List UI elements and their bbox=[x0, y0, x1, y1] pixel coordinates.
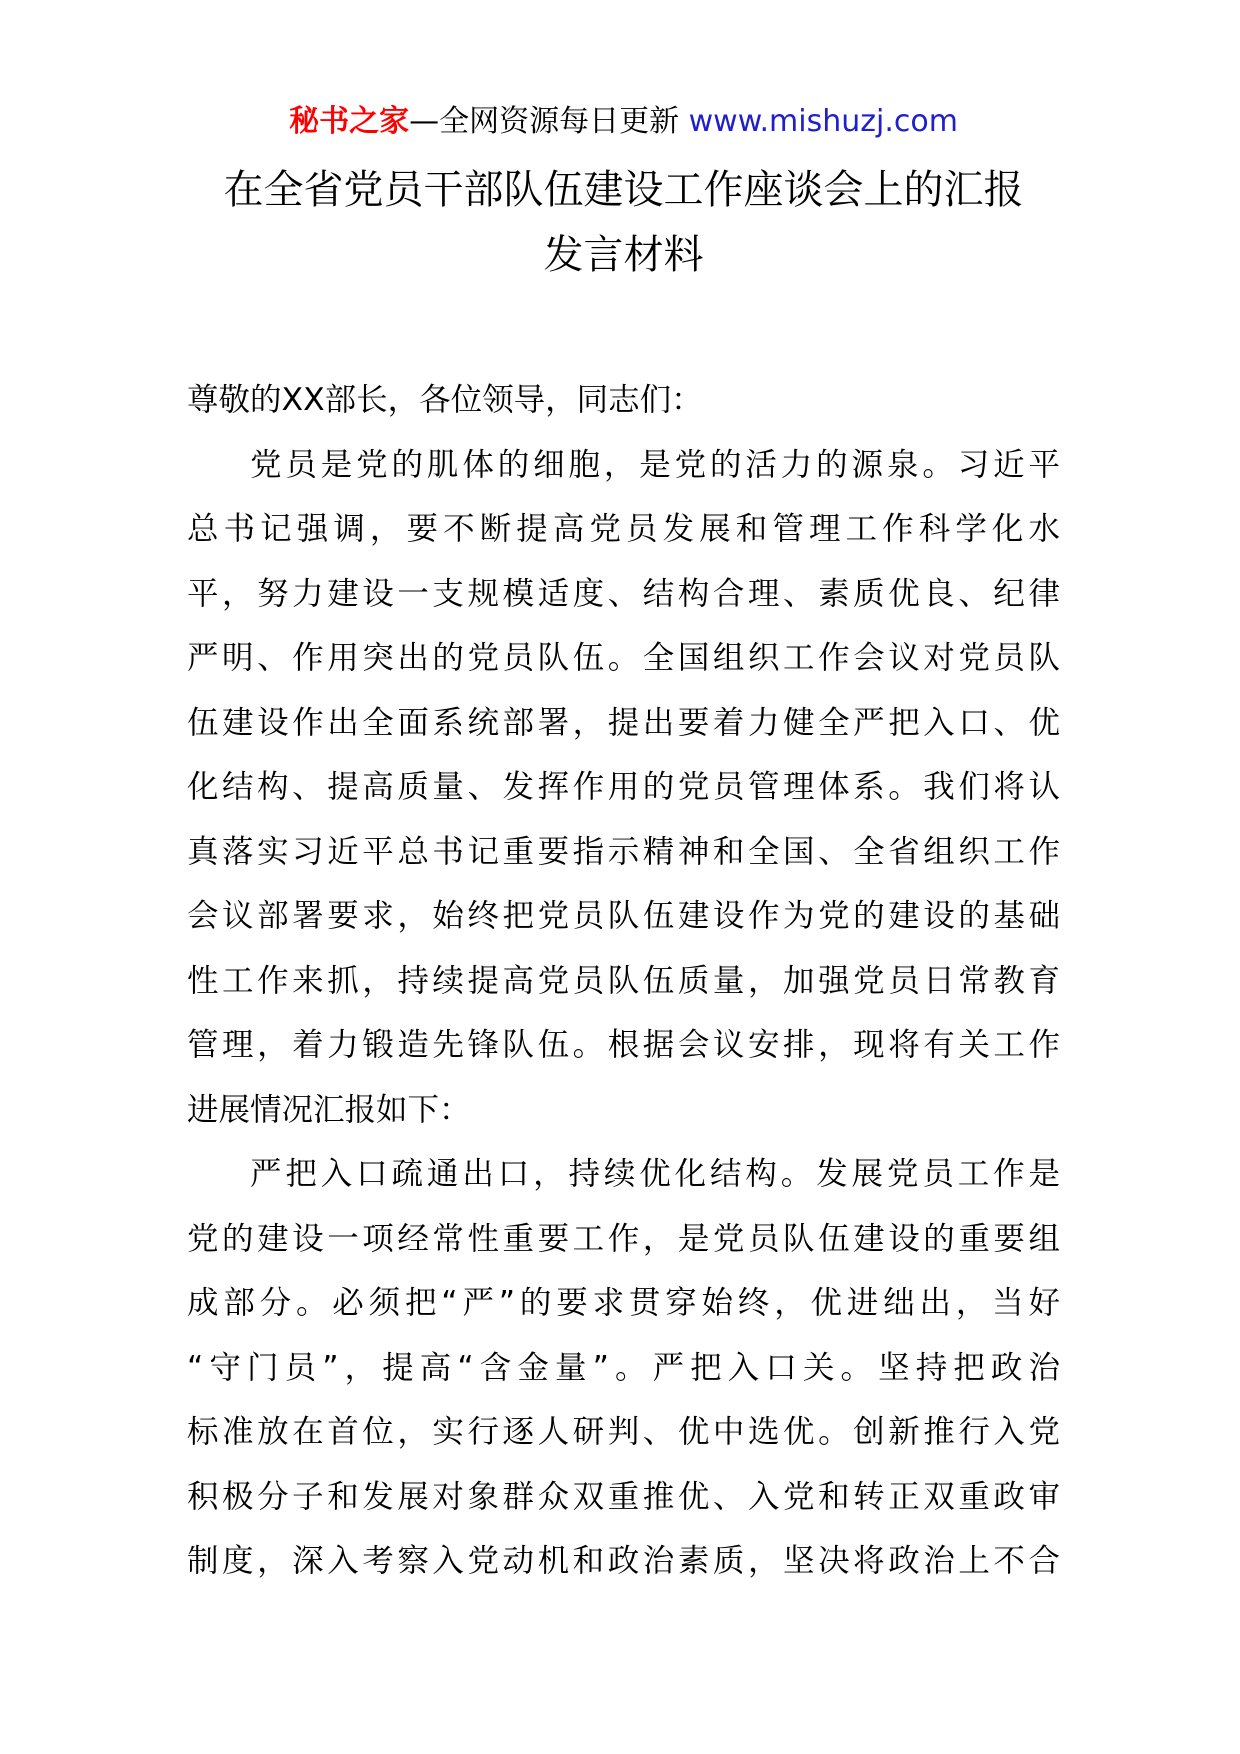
paragraph-line: 党的建设一项经常性重要工作，是党员队伍建设的重要组 bbox=[187, 1220, 1060, 1257]
salutation: 尊敬的XX部长，各位领导，同志们： bbox=[187, 382, 703, 418]
paragraph-2 bbox=[187, 1142, 1060, 1594]
document-body bbox=[187, 368, 1060, 1594]
brand-name: 秘书之家 bbox=[289, 104, 410, 139]
paragraph-line: 严明、作用突出的党员队伍。全国组织工作会议对党员队 bbox=[187, 640, 1060, 676]
title-line-2: 发言材料 bbox=[543, 232, 704, 278]
paragraph-line: 标准放在首位，实行逐人研判、优中选优。创新推行入党 bbox=[187, 1414, 1060, 1450]
paragraph-line: 平，努力建设一支规模适度、结构合理、素质优良、纪律 bbox=[187, 575, 1060, 612]
paragraph-line: 伍建设作出全面系统部署，提出要着力健全严把入口、优 bbox=[187, 704, 1060, 741]
paragraph-line: 管理，着力锻造先锋队伍。根据会议安排，现将有关工作 bbox=[187, 1027, 1060, 1063]
paragraph-1 bbox=[187, 433, 1060, 1143]
paragraph-line: 总书记强调，要不断提高党员发展和管理工作科学化水 bbox=[187, 511, 1060, 547]
paragraph-line: 会议部署要求，始终把党员队伍建设作为党的建设的基础 bbox=[187, 898, 1060, 934]
document-title bbox=[187, 158, 1060, 288]
banner-tagline: —全网资源每日更新 bbox=[409, 104, 680, 139]
paragraph-line: 严把入口疏通出口，持续优化结构。发展党员工作是 bbox=[250, 1156, 1060, 1192]
header-banner bbox=[187, 96, 1060, 148]
paragraph-line: 化结构、提高质量、发挥作用的党员管理体系。我们将认 bbox=[187, 769, 1060, 805]
title-line-1: 在全省党员干部队伍建设工作座谈会上的汇报 bbox=[223, 167, 1024, 213]
paragraph-line: 性工作来抓，持续提高党员队伍质量，加强党员日常教育 bbox=[187, 962, 1060, 999]
paragraph-line: 制度，深入考察入党动机和政治素质，坚决将政治上不合 bbox=[187, 1543, 1060, 1579]
paragraph-line: “守门员”，提高“含金量”。严把入口关。坚持把政治 bbox=[187, 1349, 1060, 1386]
paragraph-line: 党员是党的肌体的细胞，是党的活力的源泉。习近平 bbox=[250, 446, 1060, 483]
paragraph-line: 进展情况汇报如下： bbox=[187, 1091, 471, 1128]
paragraph-line: 成部分。必须把“严”的要求贯穿始终，优进绌出，当好 bbox=[187, 1285, 1060, 1321]
paragraph-line: 积极分子和发展对象群众双重推优、入党和转正双重政审 bbox=[187, 1478, 1060, 1515]
paragraph-line: 真落实习近平总书记重要指示精神和全国、全省组织工作 bbox=[187, 833, 1060, 870]
website-link[interactable]: www.mishuzj.com bbox=[688, 104, 958, 139]
